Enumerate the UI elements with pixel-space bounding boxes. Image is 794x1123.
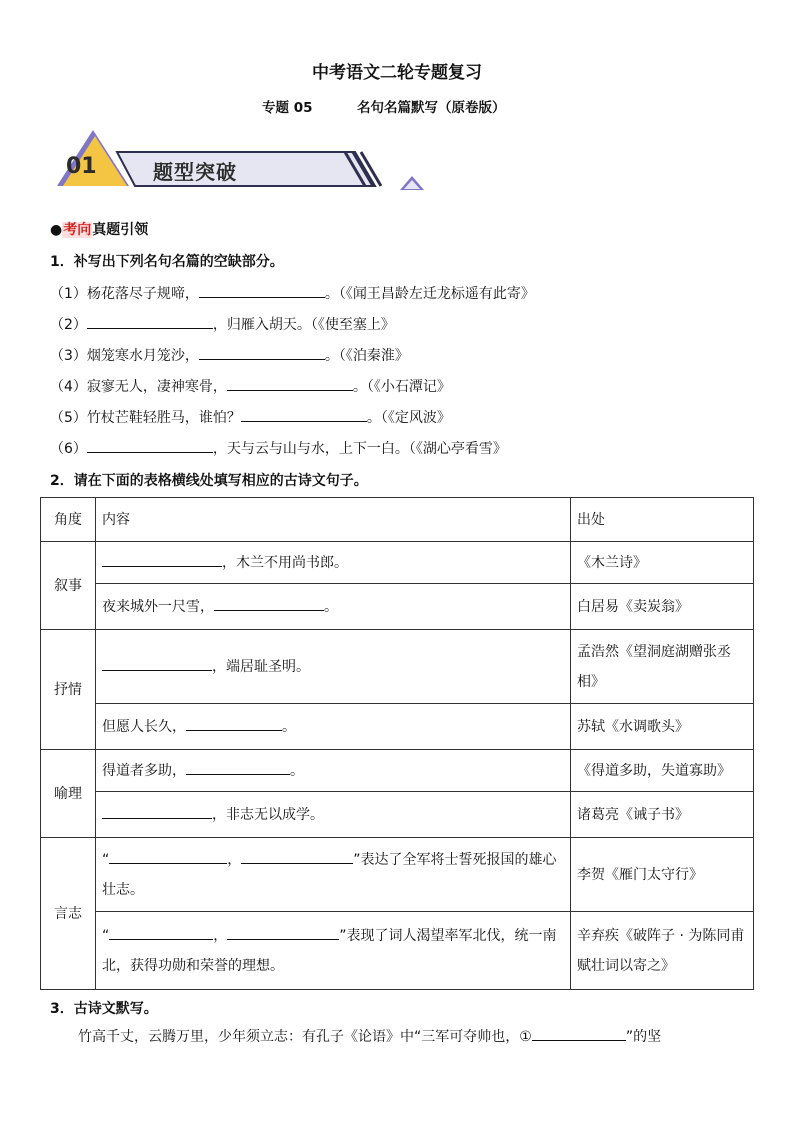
content-text: 但愿人长久， (102, 718, 186, 735)
table-row (41, 542, 754, 584)
source-cell: 辛弃疾《破阵子 · 为陈同甫赋壮词以寄之》 (571, 912, 754, 990)
content-text: “ (102, 927, 110, 944)
question-3-heading: 3．古诗文默写。 (50, 1001, 158, 1017)
q1-item-2 (50, 314, 395, 334)
answer-blank[interactable] (186, 760, 290, 775)
answer-blank[interactable] (199, 345, 325, 360)
answer-blank[interactable] (102, 552, 222, 567)
header-angle: 角度 (41, 498, 96, 542)
content-cell (96, 838, 571, 912)
q1-item-5 (50, 407, 451, 427)
angle-cell: 抒情 (41, 630, 96, 750)
content-cell (96, 792, 571, 838)
answer-blank[interactable] (241, 849, 353, 864)
q1-item-3 (50, 345, 409, 365)
section-number: 01 (66, 154, 97, 179)
content-text: ， (227, 851, 242, 868)
table-row (41, 704, 754, 750)
content-cell (96, 912, 571, 990)
item-number: （4） (50, 379, 87, 395)
item-text: ，归雁入胡天。（《使至塞上》 (212, 317, 395, 333)
content-text: ”表现了词人渴望率军北伐，统一南北，获得功勋和荣誉的理想。 (102, 927, 557, 974)
content-text: ，端居耻圣明。 (212, 658, 310, 675)
item-number: （5） (50, 410, 87, 426)
section-banner (55, 126, 425, 192)
answer-blank[interactable] (109, 849, 227, 864)
source-cell: 《木兰诗》 (571, 542, 754, 584)
answer-blank[interactable] (102, 656, 212, 671)
item-text: 寂寥无人，凄神寒骨， (86, 379, 227, 395)
source-cell: 《得道多助，失道寡助》 (571, 750, 754, 792)
table-row (41, 584, 754, 630)
answer-blank[interactable] (87, 314, 213, 329)
content-text: 。 (282, 718, 296, 735)
question-1-heading: 1．补写出下列名句名篇的空缺部分。 (50, 254, 284, 270)
source-cell: 诸葛亮《诫子书》 (571, 792, 754, 838)
poetry-table (40, 497, 754, 990)
highlight-label: 考向 (63, 222, 92, 238)
item-number: （6） (50, 441, 87, 457)
answer-blank[interactable] (532, 1026, 626, 1041)
angle-cell: 言志 (41, 838, 96, 990)
q1-item-4 (50, 376, 451, 396)
item-text: 。（《定风波》 (366, 410, 451, 426)
content-text: ，木兰不用尚书郎。 (222, 554, 348, 571)
q3-paragraph (78, 1026, 661, 1046)
item-number: （2） (50, 317, 87, 333)
paragraph-text: ”的坚 (625, 1029, 662, 1045)
table-header-row (41, 498, 754, 542)
item-text: ，天与云与山与水，上下一白。（《湖心亭看雪》 (212, 441, 507, 457)
section-heading-rest: 真题引领 (92, 222, 149, 238)
content-text: “ (102, 851, 110, 868)
table-row (41, 792, 754, 838)
source-cell: 白居易《卖炭翁》 (571, 584, 754, 630)
table-row (41, 750, 754, 792)
content-cell (96, 704, 571, 750)
item-text: 竹杖芒鞋轻胜马，谁怕？ (86, 410, 241, 426)
content-cell (96, 750, 571, 792)
answer-blank[interactable] (199, 283, 325, 298)
content-text: ”表达了全军将士誓死报国的雄心壮志。 (102, 851, 557, 898)
answer-blank[interactable] (102, 804, 212, 819)
paragraph-text: 竹高千丈，云腾万里，少年须立志：有孔子《论语》中“三军可夺帅也，① (78, 1029, 532, 1045)
content-cell (96, 630, 571, 704)
table-row (41, 630, 754, 704)
content-cell (96, 542, 571, 584)
topic-number: 专题 05 (262, 100, 313, 116)
item-text: 。（《泊秦淮》 (324, 348, 409, 364)
content-text: 得道者多助， (102, 762, 186, 779)
q1-item-1 (50, 283, 535, 303)
item-text: 烟笼寒水月笼沙， (86, 348, 199, 364)
header-content: 内容 (96, 498, 571, 542)
content-text: ， (213, 927, 228, 944)
content-text: 夜来城外一尺雪， (102, 598, 214, 615)
item-number: （1） (50, 286, 87, 302)
content-text: 。 (324, 598, 338, 615)
header-source: 出处 (571, 498, 754, 542)
table-row (41, 838, 754, 912)
page-title: 中考语文二轮专题复习 (312, 63, 482, 83)
content-text: ，非志无以成学。 (212, 806, 324, 823)
angle-cell: 喻理 (41, 750, 96, 838)
content-cell (96, 584, 571, 630)
angle-cell: 叙事 (41, 542, 96, 630)
item-number: （3） (50, 348, 87, 364)
section-heading (50, 219, 148, 239)
content-text: 。 (290, 762, 304, 779)
source-cell: 孟浩然《望洞庭湖赠张丞相》 (571, 630, 754, 704)
answer-blank[interactable] (214, 596, 324, 611)
topic-name: 名句名篇默写（原卷版） (357, 100, 506, 116)
item-text: 。（《闻王昌龄左迁龙标遥有此寄》 (324, 286, 535, 302)
source-cell: 苏轼《水调歌头》 (571, 704, 754, 750)
answer-blank[interactable] (227, 376, 353, 391)
section-title: 题型突破 (153, 160, 237, 184)
item-text: 。（《小石潭记》 (352, 379, 451, 395)
bullet-icon: ● (50, 222, 63, 238)
answer-blank[interactable] (241, 407, 367, 422)
q1-item-6 (50, 438, 507, 458)
answer-blank[interactable] (87, 438, 213, 453)
item-text: 杨花落尽子规啼， (86, 286, 199, 302)
question-2-heading: 2．请在下面的表格横线处填写相应的古诗文句子。 (50, 473, 368, 489)
answer-blank[interactable] (186, 716, 282, 731)
source-cell: 李贺《雁门太守行》 (571, 838, 754, 912)
table-row (41, 912, 754, 990)
answer-blank[interactable] (227, 925, 339, 940)
answer-blank[interactable] (109, 925, 213, 940)
